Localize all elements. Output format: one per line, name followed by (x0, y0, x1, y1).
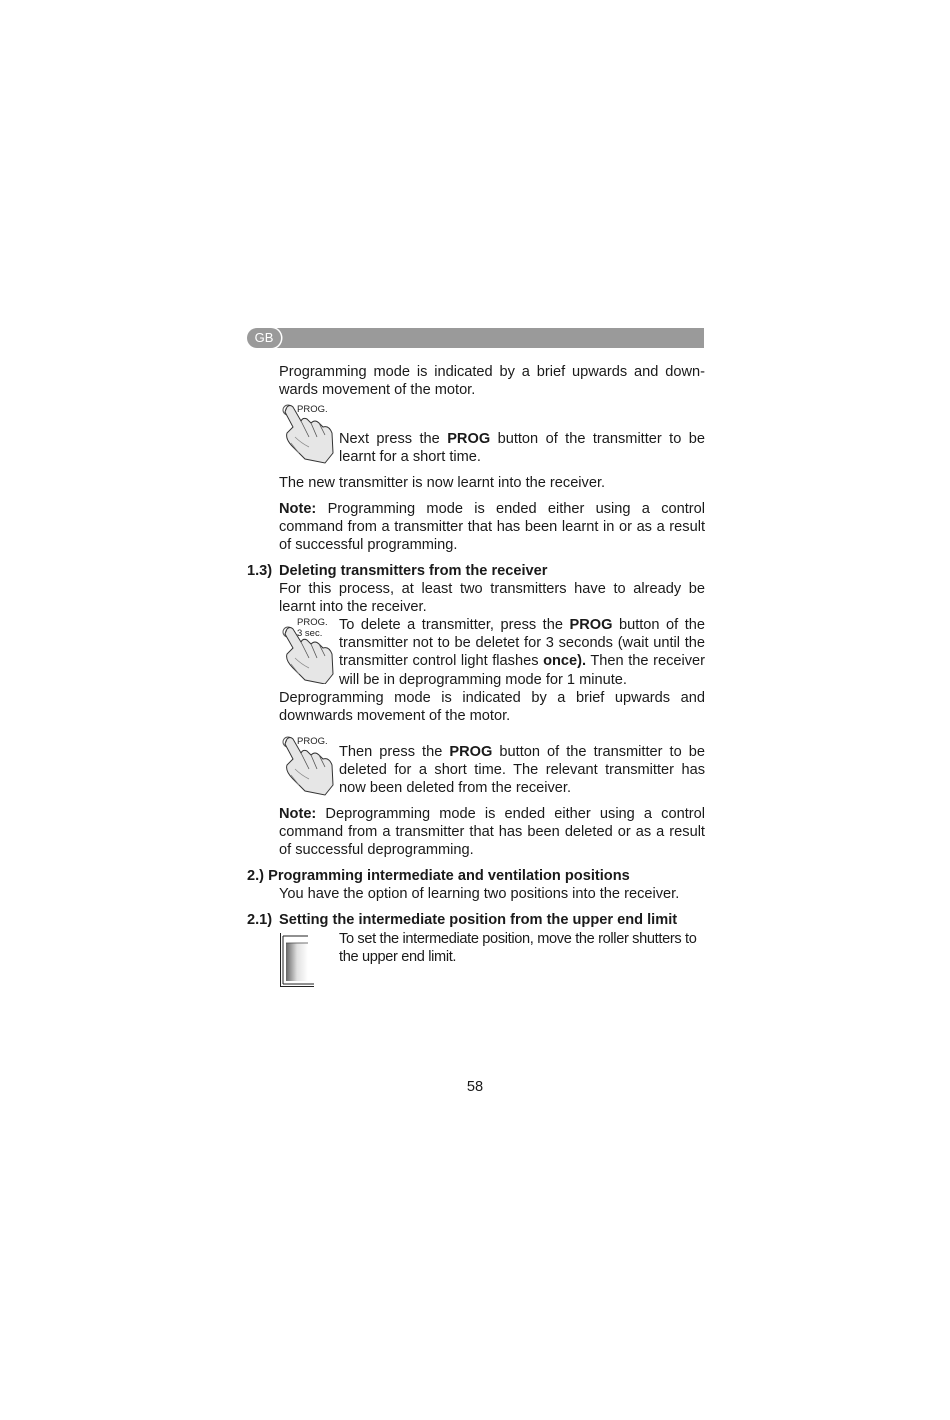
prog-label: PROG. (297, 404, 328, 415)
duration-label: 3 sec. (297, 628, 323, 639)
note-paragraph-2: Note: Deprogramming mode is ended either using a control command from a transmitter that has been deleted or as a result of successful deprogramming. (279, 806, 705, 859)
programming-mode-paragraph: Programming mode is indicated by a brief upwards and down-wards movement of the motor. (279, 364, 705, 399)
hand-press-icon (279, 735, 337, 797)
transmitter-learnt-paragraph: The new transmitter is now learnt into the receiver. (279, 475, 606, 491)
then-press-paragraph: Then press the PROG button of the transmitter to be deleted for a short time. The relevant transmitter has now been deleted from the receiver. (339, 744, 705, 797)
press-prog-paragraph: Next press the PROG button of the transmitter to be learnt for a short time. (339, 431, 705, 466)
intermediate-position-paragraph: To set the intermediate position, move the roller shutters to the upper end limit. (339, 931, 697, 966)
delete-transmitter-paragraph: To delete a transmitter, press the PROG button of the transmitter not to be deletet for 3 seconds (wait until the transmitter control light flashes once). Then the receiver will be in deprogramming mode for 1 minute. (339, 617, 705, 688)
language-badge: GB (247, 328, 281, 348)
prog-label: PROG. (297, 736, 328, 747)
prog-label: PROG. (297, 617, 328, 628)
section-2-1-heading: 2.1) Setting the intermediate position from the upper end limit (247, 912, 678, 928)
section-2-heading: 2.) Programming intermediate and ventilation positions (247, 868, 630, 884)
note-paragraph-1: Note: Programming mode is ended either using a control command from a transmitter that has been learnt in or as a result of successful programming. (279, 501, 705, 554)
hand-press-icon (279, 618, 337, 680)
roller-shutter-icon (280, 933, 314, 987)
page-number: 58 (466, 1079, 484, 1095)
deprogramming-mode-paragraph: Deprogramming mode is indicated by a brief upwards and downwards movement of the motor. (279, 690, 705, 725)
section-1-3-heading: 1.3) Deleting transmitters from the receiver (247, 563, 548, 579)
section-2-intro: You have the option of learning two positions into the receiver. (279, 886, 680, 902)
section-1-3-intro: For this process, at least two transmitters have to already be learnt into the receiver. (279, 581, 705, 616)
hand-press-icon (279, 403, 337, 465)
header-bar (272, 328, 704, 348)
